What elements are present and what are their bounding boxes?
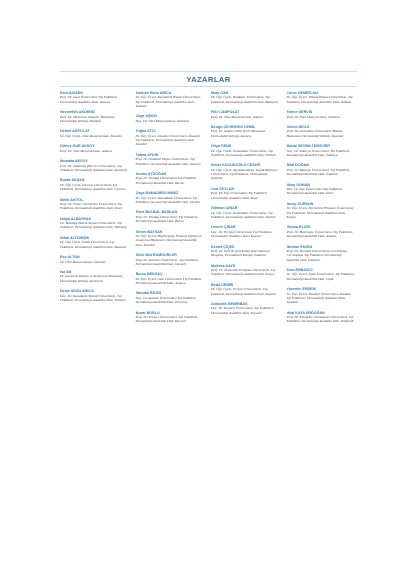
author-name: Hilya CENK — [211, 144, 232, 149]
author-entry — [60, 270, 129, 283]
author-affiliation: Dr. Öğr. Üyesi, Yüksek İhtisas Üniversitesi, Tıp Fakültesi, Dermatoloji Anabilim Dalı, Ankara — [286, 95, 353, 104]
author-entry — [211, 264, 280, 277]
author-affiliation: Dr. Tekirdağ Namık Kemal Üniversitesi, Tıp Fakültesi, Dermatoloji Anabilim Dalı, Tekirdağ — [60, 221, 127, 230]
author-affiliation: Dr. Öğr. Üyesi, Pamukkale Üniversitesi, Tıp Fakültesi, Dermatoloji Anabilim Dalı, Denizli — [135, 195, 200, 204]
author-affiliation: Prof. Dr. Gazi Üniversitesi Tıp Fakültesi Dermatoloji Anabilim Dalı, Ankara — [60, 95, 117, 104]
author-name: Handan BİLEN — [135, 291, 162, 296]
author-affiliation: Dr. Öğr. Üyesi, Erciyes Üniversitesi, Tıp Fakültesi, Dermatoloji Anabilim Dalı, Kayseri — [211, 287, 277, 296]
author-entry — [136, 172, 205, 185]
author-entry — [136, 153, 205, 166]
author-affiliation: Prof. Dr. Ondokuz Mayıs Üniversitesi, Tıp Fakültesi, Dermatoloji Anabilim Dalı, Samsun — [135, 157, 201, 166]
author-entry — [60, 91, 129, 104]
author-name: Nilay DUMAN — [286, 182, 311, 187]
author-entry — [136, 91, 205, 108]
author-entry — [136, 114, 205, 123]
author-name: Bengü ÇEVİRGEN CEMİL — [211, 125, 256, 130]
author-affiliation: Dr. Öğr. Üyesi, Gazi Üniversitesi Tıp Fakültesi Dermatoloji Anabilim Dalı, Ankara — [135, 276, 202, 285]
author-entry — [136, 272, 205, 285]
author-entry — [136, 191, 205, 204]
author-entry — [287, 225, 356, 238]
author-entry — [287, 91, 356, 104]
author-affiliation: Doç. Dr. Sakarya Üniversitesi, Tıp Fakültesi, Dermatoloji Anabilim Dalı, Sakarya — [286, 148, 350, 157]
author-name: Emine DERVİŞ — [286, 110, 313, 115]
author-entry — [287, 268, 356, 281]
author-entry — [211, 225, 280, 238]
author-affiliation: Prof. Dr. Eskişehir Osmangazi Üniversitesi, Tıp Fakültesi, Dermatoloji Anabilim Dalı, Eskişehir — [286, 315, 354, 324]
author-column — [60, 91, 129, 330]
author-columns — [60, 91, 357, 330]
section-title: YAZARLAR — [186, 75, 231, 84]
author-name: Güneş GÜR AKSOY — [60, 144, 95, 149]
author-name: Burcu BEKSAÇ — [135, 272, 163, 277]
author-entry — [60, 144, 129, 153]
author-affiliation: Dr. Öğr. Üyesi, Özel Muayenehane, İstanbul — [60, 133, 123, 138]
author-entry — [136, 230, 205, 247]
author-name: Demet AKPOLAT — [60, 129, 90, 134]
author-name: Seher KÜÇÜKOĞLU CESUR — [211, 163, 261, 168]
author-entry — [287, 311, 356, 324]
author-affiliation: Dr. Öğr. Üyesi, Pamukkale Üniversitesi, Tıp Fakültesi, Dermatoloji Anabilim Dalı, Denizli — [211, 148, 276, 157]
author-name: Burak AKŞAN — [60, 178, 85, 183]
author-name: Gökhan ÇINAR — [211, 206, 238, 211]
author-column — [136, 91, 205, 330]
author-name: Abdullah DEMİRBAŞ — [211, 302, 248, 307]
author-affiliation: Prof. Dr. Şanlıurfa Harran Üniversitesi, Tıp Fakültesi, Dermatoloji Anabilim Dalı, Şanlıurfa — [60, 163, 128, 172]
author-entry — [60, 217, 129, 230]
author-entry — [60, 198, 129, 211]
author-name: Özge BAHADIRSÖNMEZ — [135, 191, 179, 196]
author-affiliation: Prof. Dr. İSTÜN Şişli Kolan International Hospital, Dermatoloji Kliniği, İstanbul — [211, 248, 270, 258]
author-entry — [287, 125, 356, 138]
author-name: Kenan AYDOĞAN — [135, 172, 167, 177]
author-entry — [211, 283, 280, 296]
author-entry — [211, 245, 280, 258]
author-column — [211, 91, 280, 330]
author-affiliation: Prof. Dr. Özel Muayenehane, Ankara — [211, 114, 264, 119]
author-entry — [211, 110, 280, 119]
author-entry — [60, 129, 129, 138]
author-entry — [60, 255, 129, 264]
author-name: Bahar SEVİMLİ DİKİCİER — [286, 144, 330, 149]
author-affiliation: Dr. Öğr. Üyesi, İnönü Üniversitesi, Tıp Fakültesi, Dermatoloji Anabilim Dalı, Malatya — [60, 240, 127, 249]
author-name: Necmettin AKDENİZ — [60, 110, 96, 115]
author-name: Mustafa AKSOY — [60, 159, 88, 164]
section-heading — [60, 71, 357, 87]
author-name: Özge AŞKIN — [135, 114, 157, 119]
author-entry — [60, 159, 129, 172]
author-name: Nihal ALTUNIŞIK — [60, 235, 90, 240]
author-name: Bilal DOĞAN — [286, 163, 310, 168]
author-entry — [287, 245, 356, 262]
author-affiliation: Prof. Dr. Necmettin Erbakan Üniversitesi, Tıp Fakültesi, Dermatoloji Anabilim Dalı, Konya — [211, 268, 276, 277]
author-name: Mukesa DAYE — [211, 263, 236, 268]
author-name: Betül DEMİR — [211, 282, 234, 287]
author-affiliation: Prof. Dr. Özel Muayenehane, Ankara — [60, 148, 113, 153]
author-name: Özlem DİCLE — [286, 125, 310, 130]
author-affiliation: Dr. Şanlıurfa Eğitim ve Araştırma Hastanesi, Dermatoloji Kliniği, Şanlıurfa — [60, 274, 124, 283]
author-entry — [60, 178, 129, 191]
author-name: Sevim BAYSAK — [135, 229, 163, 234]
author-entry — [287, 183, 356, 196]
author-entry — [211, 163, 280, 180]
author-affiliation: Doç. Dr. Erciyes Üniversitesi Tıp Fakültesi, Dermatoloji Anabilim Dalı, Kayseri — [211, 229, 273, 239]
author-name: Dilek BAYRAMGÜRLER — [135, 253, 177, 258]
author-name: Ece ALTUN — [60, 255, 80, 260]
author-affiliation: Dr. Öğr. Üyesi, Haydarpaşa Numune Eğitim ve Araştırma Hastanesi, Dermatoloji Anabilim Dalı, İstanbul — [135, 234, 202, 247]
author-affiliation: Prof. Dr. Erciyes Üniversitesi, Tıp Fakültesi, Dermatoloji Anabilim Dalı, Kayseri — [135, 315, 198, 324]
author-name: Can CEYLAN — [211, 186, 235, 191]
author-affiliation: Prof. Dr. Sivas Cumhuriyet Üniversitesi, Tıp Fakültesi, Dermatoloji Anabilim Dalı, Sivas — [60, 201, 123, 211]
author-entry — [211, 187, 280, 200]
author-affiliation: Prof. Dr. Uludağ Üniversitesi, Tıp Fakültesi, Dermatoloji Anabilim Dalı, Bursa — [135, 214, 199, 224]
author-affiliation: Dr. Öğr. Üyesi, İstanbul Üniversitesi, İstanbul Tıp Fakültesi, Dermatoloji Anabilim Dalı, İstanbul — [286, 291, 351, 305]
author-affiliation: Dr. Öğr. Üyesi, Balıkesir Üniversitesi, Tıp Fakültesi, Dermatoloji Anabilim Dalı, Balıkesir — [211, 95, 279, 104]
author-name: Hülya ALBAYRAK — [60, 216, 92, 221]
author-name: İbrahim Etem ARICA — [135, 91, 172, 95]
author-affiliation: Prof. Dr. İstanbul Üniversitesi-Cerrahpaşa, Cerrahpaşa Tıp Fakültesi, Dermatoloji Anabilim Dalı, İstanbul — [286, 248, 348, 262]
author-affiliation: Doç. Dr. Özel Muayenehane, İstanbul — [135, 118, 189, 123]
author-affiliation: Prof. Dr. Özel Muayenehane, İstanbul — [286, 114, 340, 119]
author-name: Demet ÇİÇEK — [211, 244, 235, 249]
author-entry — [287, 110, 356, 119]
author-affiliation: Prof. Dr. Acıbadem Üniversitesi Maslak Hastanesi, Dermatoloji Kliniği, İstanbul — [286, 129, 344, 138]
author-entry — [136, 210, 205, 223]
heading-bottom-rule — [60, 86, 357, 87]
author-name: Filiz CANPOLAT — [211, 110, 240, 115]
author-entry — [287, 144, 356, 157]
author-column — [287, 91, 356, 330]
author-entry — [287, 163, 356, 176]
author-name: İsa AN — [60, 269, 72, 274]
author-name: Necip DURSUN — [286, 201, 314, 206]
author-affiliation: Prof. Dr. Memorial Ataşehir Hastanesi, Dermatoloji Kliniği, İstanbul — [60, 114, 116, 123]
author-name: Emel BÜLBÜL BAŞKAN — [135, 210, 178, 215]
author-entry — [211, 91, 280, 104]
author-entry — [287, 287, 356, 304]
author-affiliation: Prof. Dr. Ege Üniversitesi Tıp Fakültesi Dermatoloji Anabilim Dalı, İzmir — [211, 191, 267, 200]
author-entry — [136, 291, 205, 304]
author-affiliation: Prof. Dr. Hacettepe Üniversitesi, Tıp Fakültesi, Dermatoloji Anabilim Dalı, Ankara — [286, 229, 353, 239]
author-entry — [211, 144, 280, 157]
author-affiliation: Dr. Öğr. Üyesi, Karadeniz Teknik Üniversitesi, Tıp Fakültesi, Dermatoloji Anabilim Dalı, Trabzon — [135, 95, 201, 108]
author-name: Caner DEMİRCAN — [286, 91, 318, 95]
author-entry — [211, 302, 280, 315]
author-affiliation: Dr. Öğr. Üyesi, Giresun Üniversitesi, Tıp Fakültesi, Dermatoloji Anabilim Dalı, Giresun — [60, 182, 126, 192]
author-affiliation: Prof. Dr. Maltepe Üniversitesi, Tıp Fakültesi, Dermatoloji Anabilim Dalı, İstanbul — [286, 167, 351, 177]
author-affiliation: Prof. Dr. Ankara Etlik Şehir Hastanesi, Dermatoloji Kliniği, Ankara — [211, 129, 266, 138]
author-affiliation: Dr. Öğr. Üyesi, İstanbul Üniversitesi, İstanbul Tıp Fakültesi, Dermatoloji Anabilim Dalı, İstanbul — [135, 133, 200, 147]
author-entry — [60, 289, 129, 302]
author-name: Yasemin ERDEM — [286, 287, 316, 292]
author-affiliation: Doç. Dr. Atatürk Üniversitesi Tıp Fakültesi Dermatoloji Anabilim Dalı, Erzurum — [135, 295, 196, 305]
author-name: İlkay CAN — [211, 91, 229, 95]
author-affiliation: Doç. Dr. Karadeniz Teknik Üniversitesi, Tıp Fakültesi, Dermatoloji Anabilim Dalı, Trabzon — [60, 293, 126, 302]
author-affiliation: Dr. Öğr. Üyesi, Uşak Üniversitesi, Tıp Fakültesi, Dermatoloji Anabilim Dalı, Uşak — [286, 272, 355, 281]
author-affiliation: Dr. Öğr. Üyesi, Afyonkarahisar Sağlık Bilimleri Üniversitesi, Tıp Fakültesi, Dermatoloji, İstanbul — [211, 167, 278, 181]
author-name: Levent ÇINAR — [211, 225, 236, 230]
author-entry — [136, 129, 205, 146]
author-entry — [60, 110, 129, 123]
author-entry — [287, 202, 356, 219]
author-entry — [136, 311, 205, 324]
author-name: Tuğba ATCI — [135, 129, 156, 134]
author-entry — [211, 206, 280, 219]
author-name: Deniz AKSU ARICA — [60, 289, 94, 294]
author-name: Gonca ELÇİN — [286, 225, 311, 230]
author-entry — [211, 125, 280, 138]
author-name: Esra ADIŞEN — [60, 91, 83, 95]
author-entry — [136, 253, 205, 266]
author-name: Hilal KAYA ERDOĞAN — [286, 310, 325, 315]
author-entry — [60, 236, 129, 249]
author-affiliation: Prof. Dr. Kocaeli Üniversitesi, Tıp Fakültesi, Dermatoloji Anabilim Dalı, Kocaeli — [135, 257, 199, 266]
author-affiliation: Prof. Dr. Uludağ Üniversitesi Tıp Fakültesi Dermatoloji Anabilim Dalı, Bursa — [135, 176, 197, 185]
author-name: Murat BORLU — [135, 310, 160, 315]
author-affiliation: Doç. Dr. Kocaeli Üniversitesi, Tıp Fakültesi, Dermatoloji Anabilim Dalı, Kocaeli — [211, 306, 274, 315]
author-name: Burhan ENGİN — [286, 244, 313, 249]
author-affiliation: Dr. Öğr. Üyesi, Pamukkale Üniversitesi, Tıp Fakültesi, Dermatoloji Anabilim Dalı, Denizli — [211, 210, 276, 219]
author-affiliation: Doç. Dr. Ege Üniversitesi Tıp Fakültesi Dermatoloji Anabilim Dalı, İzmir — [286, 187, 343, 196]
author-affiliation: Dr. Özel Muayenehane, İstanbul — [60, 259, 106, 264]
author-name: Melih AKYOL — [60, 197, 84, 202]
author-name: Fatma AYDIN — [135, 152, 159, 157]
author-name: Esra ERBAĞCI — [286, 267, 313, 272]
author-affiliation: Dr. Öğr. Üyesi, Necmettin Erbakan Üniversitesi, Tıp Fakültesi, Dermatoloji Anabilim Dalı, Konya — [286, 206, 355, 219]
